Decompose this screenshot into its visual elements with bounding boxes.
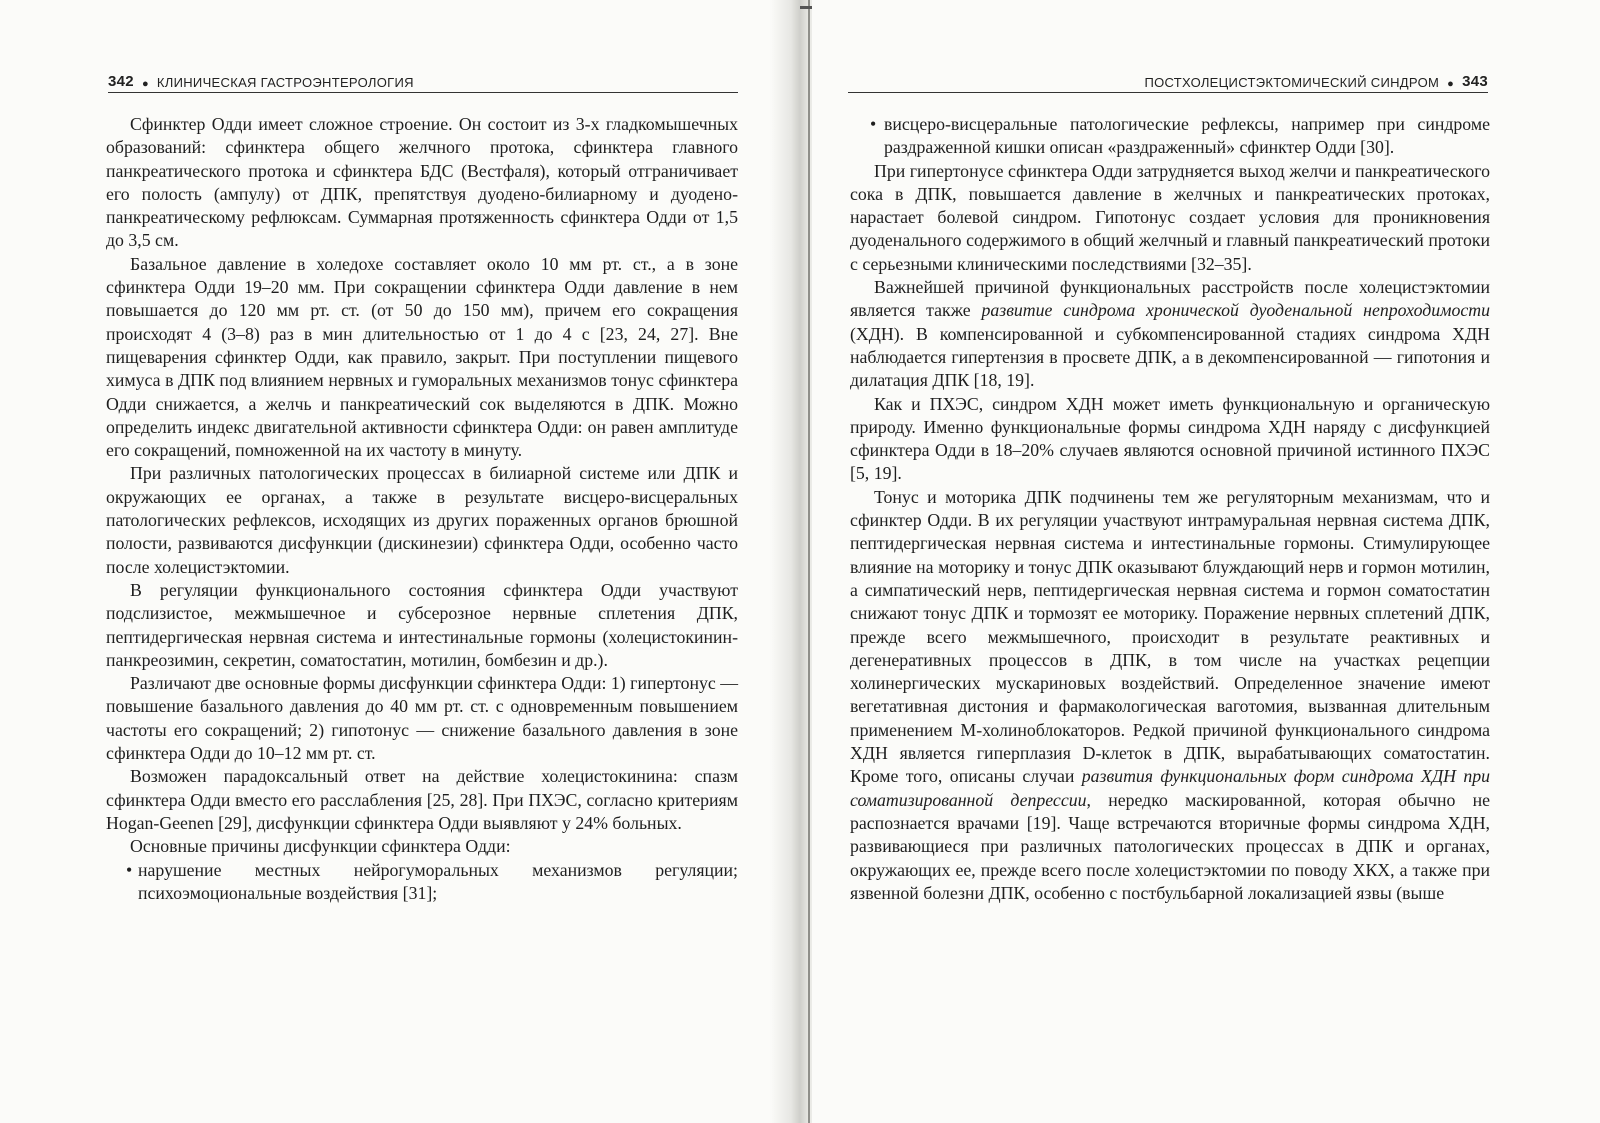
running-title-right: ПОСТХОЛЕЦИСТЭКТОМИЧЕСКИЙ СИНДРОМ — [1144, 75, 1440, 90]
running-title-left: КЛИНИЧЕСКАЯ ГАСТРОЭНТЕРОЛОГИЯ — [156, 75, 414, 90]
text-run: (ХДН). В компенсированной и субкомпенсированной стадиях синдрома ХДН наблюдается гипертензия в просвете ДПК, а в декомпенсированной — гипотония и дилатация ДПК [18, 19]. — [850, 323, 1490, 391]
paragraph — [850, 276, 1490, 392]
bullet-separator-icon: ● — [1447, 78, 1455, 90]
page-number-left: 342 — [108, 73, 134, 90]
paragraph: При гипертонусе сфинктера Одди затрудняется выход желчи и панкреатического сока в ДПК, повышается давление в желчных и панкреатических протоках, нарастает болевой синдром. Гипотонус создает условия для проникновения дуоденального содержимого в общий желчный и главный панкреатический протоки с серьезными клиническими последствиями [32–35]. — [850, 160, 1490, 274]
paragraph: Базальное давление в холедохе составляет около 10 мм рт. ст., а в зоне сфинктера Одди 19–20 мм. При сокращении сфинктера Одди давление в нем повышается до 120 мм рт. ст. (от 50 до 150 мм), причем его сокращения происходят 4 (3–8) раз в мин длительностью от 1 до 4 с [23, 24, 27]. Вне пищеварения сфинктер Одди, как правило, закрыт. При поступлении пищевого химуса в ДПК под влиянием нервных и гуморальных механизмов тонус сфинктера Одди снижается, а желчь и панкреатический сок выделяются в ДПК. Можно определить индекс двигательной активности сфинктера Одди: он равен амплитуде его сокращений, помноженной на их частоту в минуту. — [106, 253, 738, 461]
bullet-item: • нарушение местных нейрогуморальных механизмов регуляции; психоэмоциональные воздействия [31]; — [106, 859, 738, 906]
page-number-right: 343 — [1462, 73, 1488, 90]
bullet-item: • висцеро-висцеральные патологические рефлексы, например при синдроме раздраженной кишки описан «раздраженный» сфинктер Одди [30]. — [850, 113, 1490, 160]
right-running-header — [848, 60, 1488, 90]
text-run: Тонус и моторика ДПК подчинены тем же регуляторным механизмам, что и сфинктер Одди. В их регуляции участвуют интрамуральная нервная система ДПК, пептидергическая нервная система и интестинальные гормоны. Стимулирующее влияние на моторику и тонус ДПК оказывают блуждающий нерв и гормон мотилин, а симпатический нерв, пептидергическая нервная система и гормон соматостатин снижают тонус ДПК и тормозят ее моторику. Поражение нервных сплетений ДПК, прежде всего межмышечного, происходит в результате реактивных и дегенеративных процессов в ДПК, в том числе на участках рецепции холинергических мускариновых воздействий. Определенное значение имеют вегетативная дистония и фармакологическая ваготомия, вызванная длительным применением М-холиноблокаторов. Редкой причиной функционального синдрома ХДН является гиперплазия D-клеток в ДПК, вырабатывающих соматостатин. Кроме того, описаны случаи — [850, 486, 1490, 787]
paragraph: В регуляции функционального состояния сфинктера Одди участвуют подслизистое, межмышечное и субсерозное нервные сплетения ДПК, пептидергическая нервная система и интестинальные гормоны (холецистокинин-панкреозимин, секретин, соматостатин, мотилин, бомбезин и др.). — [106, 579, 738, 670]
paragraph: Как и ПХЭС, синдром ХДН может иметь функциональную и органическую природу. Именно функциональные формы синдрома ХДН наряду с дисфункцией сфинктера Одди в 18–20% случаев являются основной причиной истинного ПХЭС [5, 19]. — [850, 393, 1490, 484]
header-rule-right — [848, 92, 1488, 93]
text-run: Важнейшей причиной функциональных расстройств после холецистэктомии является также — [850, 277, 1490, 321]
paragraph: Основные причины дисфункции сфинктера Одди: — [130, 836, 511, 857]
text-run: , нередко маскированной, которая обычно не распознается врачами [19]. Чаще встречаются вторичные формы синдрома ХДН, развивающиеся при различных патологических процессах в ДПК и органах, окружающих ее, прежде всего после холецистэктомии по поводу ХКХ, а также при язвенной болезни ДПК, особенно с постбульбарной локализацией язвы (выше — [850, 789, 1490, 903]
italic-emphasis: развитие синдрома хронической дуоденальной непроходимости — [981, 300, 1491, 321]
header-rule-left — [108, 92, 738, 93]
paragraph: При различных патологических процессах в билиарной системе или ДПК и окружающих ее органах, а также в результате висцеро-висцеральных патологических рефлексов, исходящих из других пораженных органов брюшной полости, развиваются дисфункции (дискинезии) сфинктера Одди, особенно часто после холецистэктомии. — [106, 463, 738, 577]
paragraph: Сфинктер Одди имеет сложное строение. Он состоит из 3-х гладкомышечных образований: сфинктера общего желчного протока, сфинктера главного панкреатического протока и сфинктера БДС (Вестфаля), который отграничивает его полость (ампулу) от ДПК, препятствуя дуодено-билиарному и дуодено-панкреатическому рефлюксам. Суммарная протяженность сфинктера Одди от 1,5 до 3,5 см. — [106, 114, 738, 251]
paragraph: Различают две основные формы дисфункции сфинктера Одди: 1) гипертонус — повышение базального давления до 40 мм рт. ст. с одновременным повышением частоты его сокращений; 2) гипотонус — снижение базального давления в зоне сфинктера Одди до 10–12 мм рт. ст. — [106, 673, 738, 764]
binding-line — [808, 0, 810, 1123]
italic-emphasis: развития функциональных форм синдрома ХДН при соматизированной депрессии — [850, 766, 1490, 810]
left-body-text — [106, 113, 738, 905]
right-page — [812, 0, 1600, 1123]
paragraph: Возможен парадоксальный ответ на действие холецистокинина: спазм сфинктера Одди вместо его расслабления [25, 28]. При ПХЭС, согласно критериям Hogan-Geenen [29], дисфункции сфинктера Одди выявляют у 24% больных. — [106, 766, 738, 833]
bullet-separator-icon: ● — [141, 78, 149, 90]
left-running-header — [108, 60, 738, 90]
right-body-text — [850, 113, 1490, 905]
paragraph — [850, 486, 1490, 905]
